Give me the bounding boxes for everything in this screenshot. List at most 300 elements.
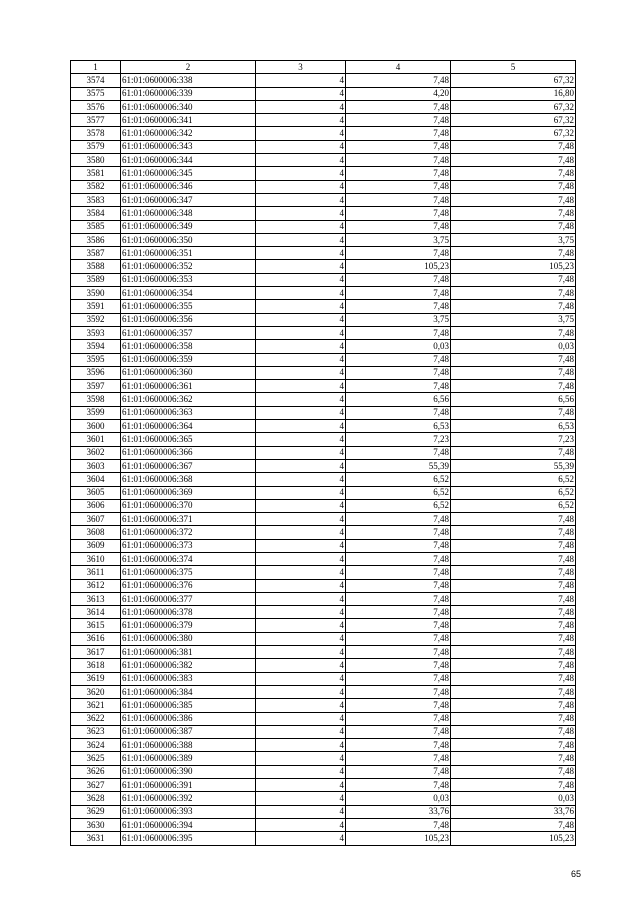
cadastral-number: 61:01:0600006:351 — [121, 247, 256, 260]
count-cell: 4 — [256, 406, 346, 419]
count-cell: 4 — [256, 366, 346, 379]
row-number: 3625 — [71, 752, 121, 765]
table-row — [71, 486, 576, 499]
area-cell: 7,48 — [346, 539, 451, 552]
area-cell: 7,48 — [346, 725, 451, 738]
count-cell: 4 — [256, 646, 346, 659]
row-number: 3574 — [71, 74, 121, 87]
row-number: 3594 — [71, 340, 121, 353]
row-number: 3608 — [71, 526, 121, 539]
count-cell: 4 — [256, 739, 346, 752]
table-row — [71, 513, 576, 526]
total-area-cell: 7,48 — [451, 579, 576, 592]
table-row — [71, 433, 576, 446]
area-cell: 7,48 — [346, 739, 451, 752]
table-row — [71, 606, 576, 619]
count-cell: 4 — [256, 340, 346, 353]
cadastral-number: 61:01:0600006:348 — [121, 207, 256, 220]
count-cell: 4 — [256, 127, 346, 140]
area-cell: 7,48 — [346, 100, 451, 113]
area-cell: 7,48 — [346, 353, 451, 366]
row-number: 3615 — [71, 619, 121, 632]
total-area-cell: 67,32 — [451, 114, 576, 127]
cadastral-number: 61:01:0600006:341 — [121, 114, 256, 127]
total-area-cell: 55,39 — [451, 459, 576, 472]
count-cell: 4 — [256, 87, 346, 100]
row-number: 3601 — [71, 433, 121, 446]
total-area-cell: 3,75 — [451, 313, 576, 326]
cadastral-number: 61:01:0600006:366 — [121, 446, 256, 459]
cadastral-number: 61:01:0600006:350 — [121, 233, 256, 246]
count-cell: 4 — [256, 619, 346, 632]
area-cell: 7,48 — [346, 659, 451, 672]
area-cell: 7,48 — [346, 646, 451, 659]
total-area-cell: 7,48 — [451, 180, 576, 193]
total-area-cell: 7,48 — [451, 765, 576, 778]
table-row — [71, 74, 576, 87]
area-cell: 7,48 — [346, 712, 451, 725]
table-row — [71, 247, 576, 260]
total-area-cell: 7,48 — [451, 140, 576, 153]
column-header-3: 3 — [256, 61, 346, 74]
table-row — [71, 340, 576, 353]
row-number: 3575 — [71, 87, 121, 100]
total-area-cell: 67,32 — [451, 127, 576, 140]
table-row — [71, 366, 576, 379]
table-row — [71, 592, 576, 605]
table-row — [71, 167, 576, 180]
cadastral-number: 61:01:0600006:373 — [121, 539, 256, 552]
area-cell: 7,48 — [346, 140, 451, 153]
area-cell: 7,48 — [346, 300, 451, 313]
total-area-cell: 7,48 — [451, 685, 576, 698]
cadastral-number: 61:01:0600006:394 — [121, 818, 256, 831]
table-row — [71, 765, 576, 778]
cadastral-number: 61:01:0600006:354 — [121, 287, 256, 300]
count-cell: 4 — [256, 513, 346, 526]
row-number: 3611 — [71, 566, 121, 579]
total-area-cell: 3,75 — [451, 233, 576, 246]
total-area-cell: 7,48 — [451, 646, 576, 659]
area-cell: 7,48 — [346, 220, 451, 233]
cadastral-number: 61:01:0600006:367 — [121, 459, 256, 472]
cadastral-number: 61:01:0600006:379 — [121, 619, 256, 632]
cadastral-number: 61:01:0600006:338 — [121, 74, 256, 87]
row-number: 3629 — [71, 805, 121, 818]
cadastral-number: 61:01:0600006:395 — [121, 832, 256, 845]
row-number: 3616 — [71, 632, 121, 645]
count-cell: 4 — [256, 499, 346, 512]
table-row — [71, 446, 576, 459]
count-cell: 4 — [256, 672, 346, 685]
count-cell: 4 — [256, 473, 346, 486]
cadastral-number: 61:01:0600006:382 — [121, 659, 256, 672]
total-area-cell: 0,03 — [451, 340, 576, 353]
table-row — [71, 526, 576, 539]
count-cell: 4 — [256, 260, 346, 273]
cadastral-number: 61:01:0600006:378 — [121, 606, 256, 619]
row-number: 3591 — [71, 300, 121, 313]
area-cell: 7,48 — [346, 619, 451, 632]
row-number: 3604 — [71, 473, 121, 486]
count-cell: 4 — [256, 566, 346, 579]
row-number: 3584 — [71, 207, 121, 220]
table-row — [71, 646, 576, 659]
total-area-cell: 7,48 — [451, 526, 576, 539]
total-area-cell: 7,48 — [451, 193, 576, 206]
cadastral-number: 61:01:0600006:368 — [121, 473, 256, 486]
row-number: 3609 — [71, 539, 121, 552]
table-row — [71, 685, 576, 698]
row-number: 3593 — [71, 326, 121, 339]
table-row — [71, 100, 576, 113]
total-area-cell: 67,32 — [451, 74, 576, 87]
cadastral-number: 61:01:0600006:374 — [121, 552, 256, 565]
row-number: 3619 — [71, 672, 121, 685]
area-cell: 0,03 — [346, 792, 451, 805]
table-row — [71, 220, 576, 233]
count-cell: 4 — [256, 699, 346, 712]
area-cell: 7,48 — [346, 167, 451, 180]
count-cell: 4 — [256, 486, 346, 499]
cadastral-number: 61:01:0600006:358 — [121, 340, 256, 353]
row-number: 3620 — [71, 685, 121, 698]
total-area-cell: 7,48 — [451, 154, 576, 167]
column-header-2: 2 — [121, 61, 256, 74]
count-cell: 4 — [256, 140, 346, 153]
total-area-cell: 6,52 — [451, 499, 576, 512]
total-area-cell: 7,48 — [451, 406, 576, 419]
count-cell: 4 — [256, 592, 346, 605]
cadastral-number: 61:01:0600006:388 — [121, 739, 256, 752]
cadastral-number: 61:01:0600006:344 — [121, 154, 256, 167]
table-row — [71, 752, 576, 765]
area-cell: 7,23 — [346, 433, 451, 446]
count-cell: 4 — [256, 247, 346, 260]
row-number: 3622 — [71, 712, 121, 725]
row-number: 3582 — [71, 180, 121, 193]
row-number: 3595 — [71, 353, 121, 366]
table-row — [71, 699, 576, 712]
count-cell: 4 — [256, 220, 346, 233]
cadastral-number: 61:01:0600006:387 — [121, 725, 256, 738]
table-row — [71, 114, 576, 127]
row-number: 3618 — [71, 659, 121, 672]
total-area-cell: 7,48 — [451, 699, 576, 712]
row-number: 3590 — [71, 287, 121, 300]
area-cell: 7,48 — [346, 207, 451, 220]
cadastral-number: 61:01:0600006:369 — [121, 486, 256, 499]
total-area-cell: 6,52 — [451, 486, 576, 499]
cadastral-number: 61:01:0600006:371 — [121, 513, 256, 526]
table-row — [71, 180, 576, 193]
count-cell: 4 — [256, 526, 346, 539]
cadastral-number: 61:01:0600006:372 — [121, 526, 256, 539]
cadastral-number: 61:01:0600006:355 — [121, 300, 256, 313]
table-row — [71, 260, 576, 273]
total-area-cell: 7,48 — [451, 712, 576, 725]
count-cell: 4 — [256, 100, 346, 113]
area-cell: 7,48 — [346, 606, 451, 619]
table-row — [71, 725, 576, 738]
cadastral-number: 61:01:0600006:385 — [121, 699, 256, 712]
total-area-cell: 105,23 — [451, 260, 576, 273]
area-cell: 7,48 — [346, 818, 451, 831]
column-header-1: 1 — [71, 61, 121, 74]
cadastral-number: 61:01:0600006:356 — [121, 313, 256, 326]
cadastral-number: 61:01:0600006:393 — [121, 805, 256, 818]
table-row — [71, 539, 576, 552]
row-number: 3617 — [71, 646, 121, 659]
table-row — [71, 287, 576, 300]
total-area-cell: 7,48 — [451, 552, 576, 565]
area-cell: 3,75 — [346, 313, 451, 326]
table-row — [71, 792, 576, 805]
header-row — [71, 61, 576, 74]
cadastral-number: 61:01:0600006:392 — [121, 792, 256, 805]
table-row — [71, 739, 576, 752]
count-cell: 4 — [256, 180, 346, 193]
page-number: 65 — [571, 869, 582, 879]
area-cell: 7,48 — [346, 672, 451, 685]
row-number: 3588 — [71, 260, 121, 273]
area-cell: 3,75 — [346, 233, 451, 246]
area-cell: 0,03 — [346, 340, 451, 353]
row-number: 3599 — [71, 406, 121, 419]
area-cell: 4,20 — [346, 87, 451, 100]
count-cell: 4 — [256, 446, 346, 459]
area-cell: 6,53 — [346, 420, 451, 433]
table-row — [71, 313, 576, 326]
cadastral-number: 61:01:0600006:359 — [121, 353, 256, 366]
table-row — [71, 140, 576, 153]
table-row — [71, 87, 576, 100]
area-cell: 55,39 — [346, 459, 451, 472]
row-number: 3610 — [71, 552, 121, 565]
total-area-cell: 7,48 — [451, 247, 576, 260]
table-row — [71, 154, 576, 167]
cadastral-number: 61:01:0600006:349 — [121, 220, 256, 233]
count-cell: 4 — [256, 167, 346, 180]
table-row — [71, 380, 576, 393]
total-area-cell: 6,53 — [451, 420, 576, 433]
table-row — [71, 552, 576, 565]
cadastral-number: 61:01:0600006:390 — [121, 765, 256, 778]
total-area-cell: 33,76 — [451, 805, 576, 818]
row-number: 3603 — [71, 459, 121, 472]
table-row — [71, 818, 576, 831]
area-cell: 7,48 — [346, 752, 451, 765]
cadastral-number: 61:01:0600006:340 — [121, 100, 256, 113]
area-cell: 7,48 — [346, 74, 451, 87]
area-cell: 7,48 — [346, 127, 451, 140]
total-area-cell: 7,48 — [451, 779, 576, 792]
total-area-cell: 7,48 — [451, 513, 576, 526]
area-cell: 7,48 — [346, 380, 451, 393]
cadastral-number: 61:01:0600006:357 — [121, 326, 256, 339]
cadastral-number: 61:01:0600006:346 — [121, 180, 256, 193]
count-cell: 4 — [256, 552, 346, 565]
table-row — [71, 672, 576, 685]
row-number: 3586 — [71, 233, 121, 246]
cadastral-number: 61:01:0600006:386 — [121, 712, 256, 725]
total-area-cell: 7,48 — [451, 606, 576, 619]
area-cell: 105,23 — [346, 832, 451, 845]
column-header-4: 4 — [346, 61, 451, 74]
cadastral-number: 61:01:0600006:363 — [121, 406, 256, 419]
table-row — [71, 127, 576, 140]
count-cell: 4 — [256, 433, 346, 446]
total-area-cell: 0,03 — [451, 792, 576, 805]
cadastral-number: 61:01:0600006:345 — [121, 167, 256, 180]
total-area-cell: 6,52 — [451, 473, 576, 486]
cadastral-number: 61:01:0600006:376 — [121, 579, 256, 592]
row-number: 3621 — [71, 699, 121, 712]
area-cell: 33,76 — [346, 805, 451, 818]
total-area-cell: 7,48 — [451, 273, 576, 286]
area-cell: 7,48 — [346, 592, 451, 605]
row-number: 3578 — [71, 127, 121, 140]
row-number: 3626 — [71, 765, 121, 778]
count-cell: 4 — [256, 300, 346, 313]
area-cell: 7,48 — [346, 513, 451, 526]
table-row — [71, 619, 576, 632]
table-row — [71, 566, 576, 579]
table-row — [71, 233, 576, 246]
total-area-cell: 7,48 — [451, 366, 576, 379]
count-cell: 4 — [256, 380, 346, 393]
cadastral-number: 61:01:0600006:360 — [121, 366, 256, 379]
table-body — [71, 74, 576, 845]
area-cell: 7,48 — [346, 552, 451, 565]
cadastral-number: 61:01:0600006:339 — [121, 87, 256, 100]
row-number: 3600 — [71, 420, 121, 433]
count-cell: 4 — [256, 632, 346, 645]
total-area-cell: 7,48 — [451, 725, 576, 738]
count-cell: 4 — [256, 207, 346, 220]
area-cell: 7,48 — [346, 566, 451, 579]
count-cell: 4 — [256, 393, 346, 406]
cadastral-number: 61:01:0600006:364 — [121, 420, 256, 433]
row-number: 3596 — [71, 366, 121, 379]
table-row — [71, 779, 576, 792]
count-cell: 4 — [256, 606, 346, 619]
table-row — [71, 353, 576, 366]
table-row — [71, 632, 576, 645]
cadastral-number: 61:01:0600006:377 — [121, 592, 256, 605]
row-number: 3597 — [71, 380, 121, 393]
area-cell: 6,52 — [346, 486, 451, 499]
count-cell: 4 — [256, 725, 346, 738]
count-cell: 4 — [256, 273, 346, 286]
row-number: 3602 — [71, 446, 121, 459]
total-area-cell: 7,48 — [451, 353, 576, 366]
table-row — [71, 273, 576, 286]
count-cell: 4 — [256, 420, 346, 433]
cadastral-number: 61:01:0600006:389 — [121, 752, 256, 765]
table-row — [71, 832, 576, 845]
count-cell: 4 — [256, 818, 346, 831]
cadastral-number: 61:01:0600006:362 — [121, 393, 256, 406]
area-cell: 7,48 — [346, 366, 451, 379]
count-cell: 4 — [256, 765, 346, 778]
total-area-cell: 7,48 — [451, 659, 576, 672]
cadastral-number: 61:01:0600006:370 — [121, 499, 256, 512]
table-row — [71, 712, 576, 725]
area-cell: 7,48 — [346, 779, 451, 792]
total-area-cell: 7,48 — [451, 619, 576, 632]
count-cell: 4 — [256, 233, 346, 246]
row-number: 3627 — [71, 779, 121, 792]
count-cell: 4 — [256, 792, 346, 805]
cadastral-number: 61:01:0600006:384 — [121, 685, 256, 698]
total-area-cell: 7,48 — [451, 380, 576, 393]
count-cell: 4 — [256, 659, 346, 672]
total-area-cell: 16,80 — [451, 87, 576, 100]
count-cell: 4 — [256, 459, 346, 472]
table-row — [71, 326, 576, 339]
count-cell: 4 — [256, 539, 346, 552]
table-row — [71, 300, 576, 313]
total-area-cell: 7,48 — [451, 818, 576, 831]
area-cell: 7,48 — [346, 154, 451, 167]
table-row — [71, 473, 576, 486]
area-cell: 7,48 — [346, 114, 451, 127]
cadastral-number: 61:01:0600006:381 — [121, 646, 256, 659]
area-cell: 7,48 — [346, 180, 451, 193]
column-header-5: 5 — [451, 61, 576, 74]
cadastral-table — [70, 60, 576, 846]
row-number: 3581 — [71, 167, 121, 180]
row-number: 3579 — [71, 140, 121, 153]
table-row — [71, 207, 576, 220]
area-cell: 6,56 — [346, 393, 451, 406]
row-number: 3583 — [71, 193, 121, 206]
table-row — [71, 193, 576, 206]
count-cell: 4 — [256, 74, 346, 87]
row-number: 3630 — [71, 818, 121, 831]
area-cell: 6,52 — [346, 499, 451, 512]
total-area-cell: 7,48 — [451, 446, 576, 459]
row-number: 3623 — [71, 725, 121, 738]
area-cell: 7,48 — [346, 247, 451, 260]
table-row — [71, 393, 576, 406]
table-row — [71, 579, 576, 592]
count-cell: 4 — [256, 685, 346, 698]
cadastral-number: 61:01:0600006:343 — [121, 140, 256, 153]
cadastral-number: 61:01:0600006:352 — [121, 260, 256, 273]
total-area-cell: 7,48 — [451, 632, 576, 645]
row-number: 3605 — [71, 486, 121, 499]
total-area-cell: 7,23 — [451, 433, 576, 446]
total-area-cell: 7,48 — [451, 672, 576, 685]
total-area-cell: 7,48 — [451, 287, 576, 300]
count-cell: 4 — [256, 712, 346, 725]
cadastral-number: 61:01:0600006:361 — [121, 380, 256, 393]
row-number: 3585 — [71, 220, 121, 233]
count-cell: 4 — [256, 353, 346, 366]
row-number: 3607 — [71, 513, 121, 526]
count-cell: 4 — [256, 287, 346, 300]
table-row — [71, 406, 576, 419]
cadastral-number: 61:01:0600006:375 — [121, 566, 256, 579]
table-row — [71, 459, 576, 472]
row-number: 3613 — [71, 592, 121, 605]
area-cell: 7,48 — [346, 699, 451, 712]
area-cell: 105,23 — [346, 260, 451, 273]
row-number: 3592 — [71, 313, 121, 326]
cadastral-number: 61:01:0600006:353 — [121, 273, 256, 286]
